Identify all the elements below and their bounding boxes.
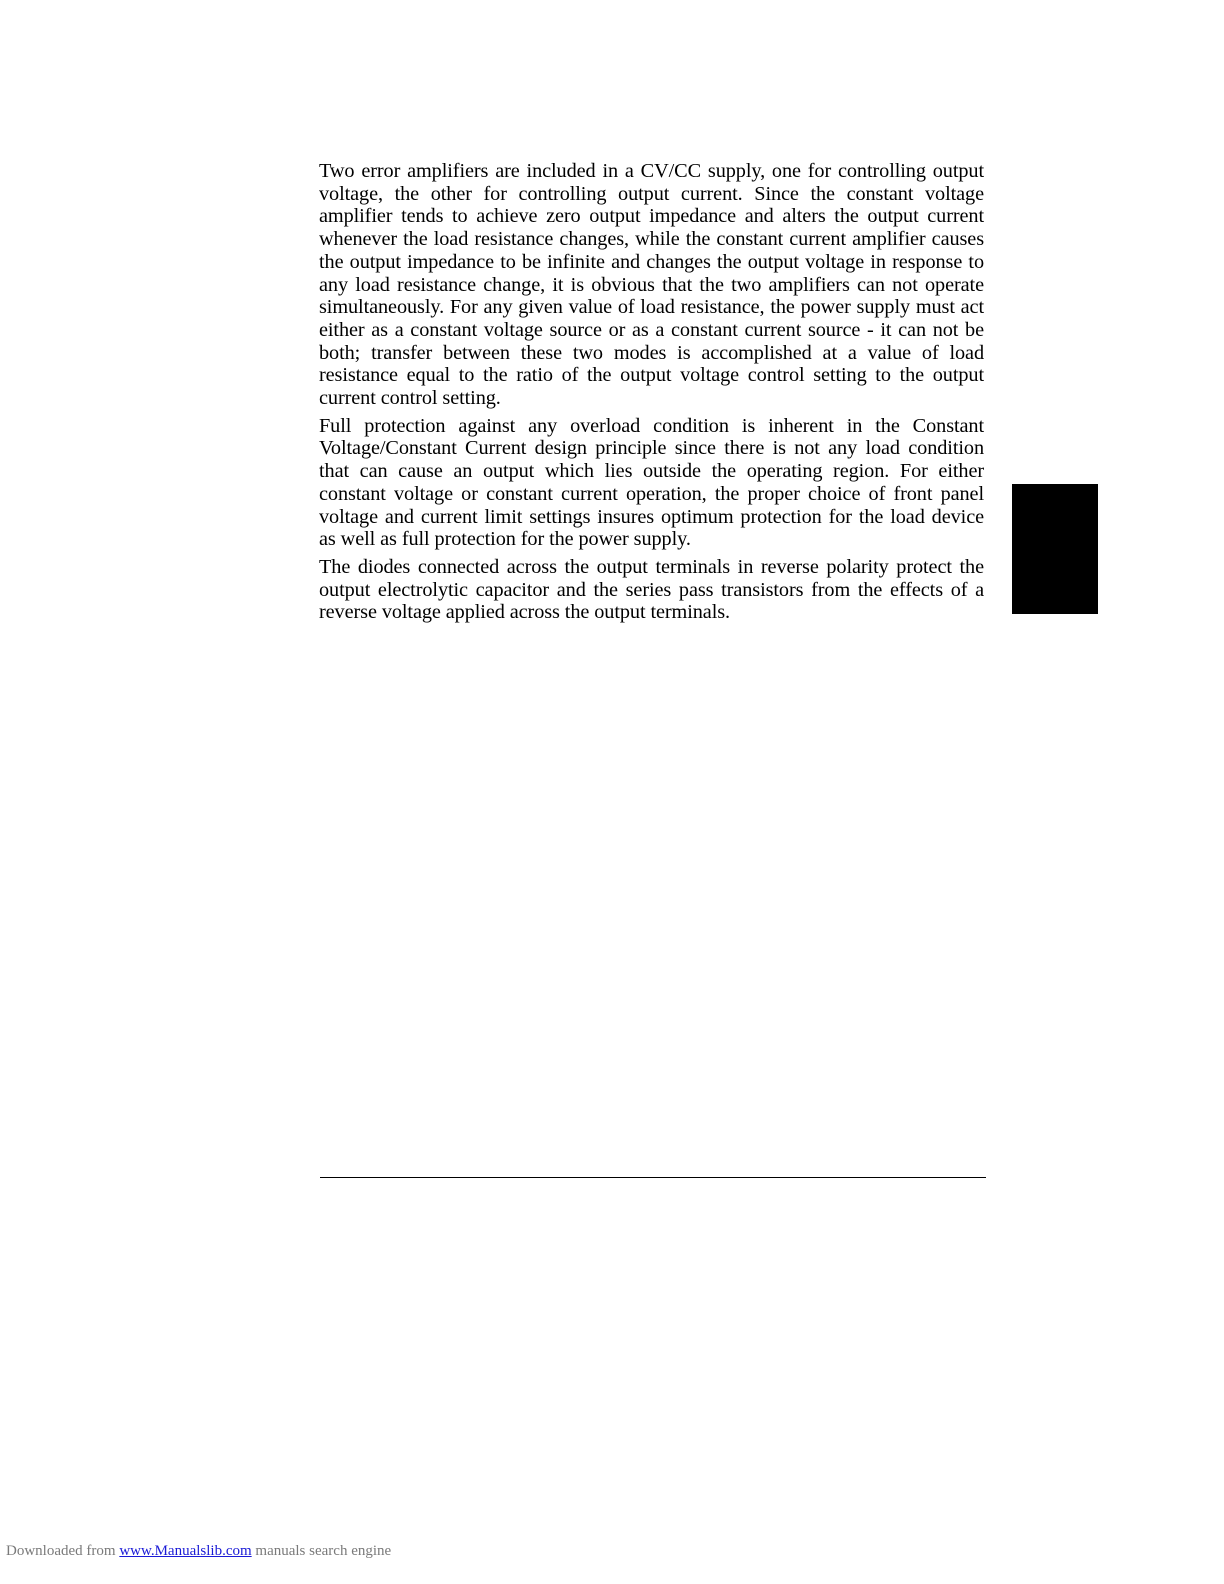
download-suffix: manuals search engine (255, 1543, 392, 1559)
download-prefix: Downloaded from (6, 1543, 116, 1559)
main-text (319, 160, 984, 629)
footer-divider (320, 1177, 986, 1178)
paragraph-diodes: The diodes connected across the output terminals in reverse polarity protect the output electrolytic capacitor and the series pass transistors from the effects of a reverse voltage applied across the output terminals. (319, 555, 984, 624)
paragraph-error-amplifiers: Two error amplifiers are included in a CV/CC supply, one for controlling output voltage, the other for controlling output current. Since the constant voltage amplifier tends to achieve zero output impedance and alters the output current whenever the load resistance changes, while the constant current amplifier causes the output impedance to be infinite and changes the output voltage in response to any load resistance change, it is obvious that the two amplifiers can not operate simultaneously. For any given value of load resistance, the power supply must act either as a constant voltage source or as a constant current source - it can not be both; transfer between these two modes is accomplished at a value of load resistance equal to the ratio of the output voltage control setting to the output current control setting. (319, 160, 984, 410)
download-source-line (6, 1543, 391, 1560)
paragraph-overload-protection: Full protection against any overload condition is inherent in the Constant Voltage/Constant Current design principle since there is not any load condition that can cause an output which lies outside the operating region. For either constant voltage or constant current operation, the proper choice of front panel voltage and current limit settings insures optimum protection for the load device as well as full protection for the power supply. (319, 414, 984, 551)
manualslib-link[interactable]: www.Manualslib.com (119, 1543, 252, 1559)
section-tab-marker (1012, 484, 1098, 614)
